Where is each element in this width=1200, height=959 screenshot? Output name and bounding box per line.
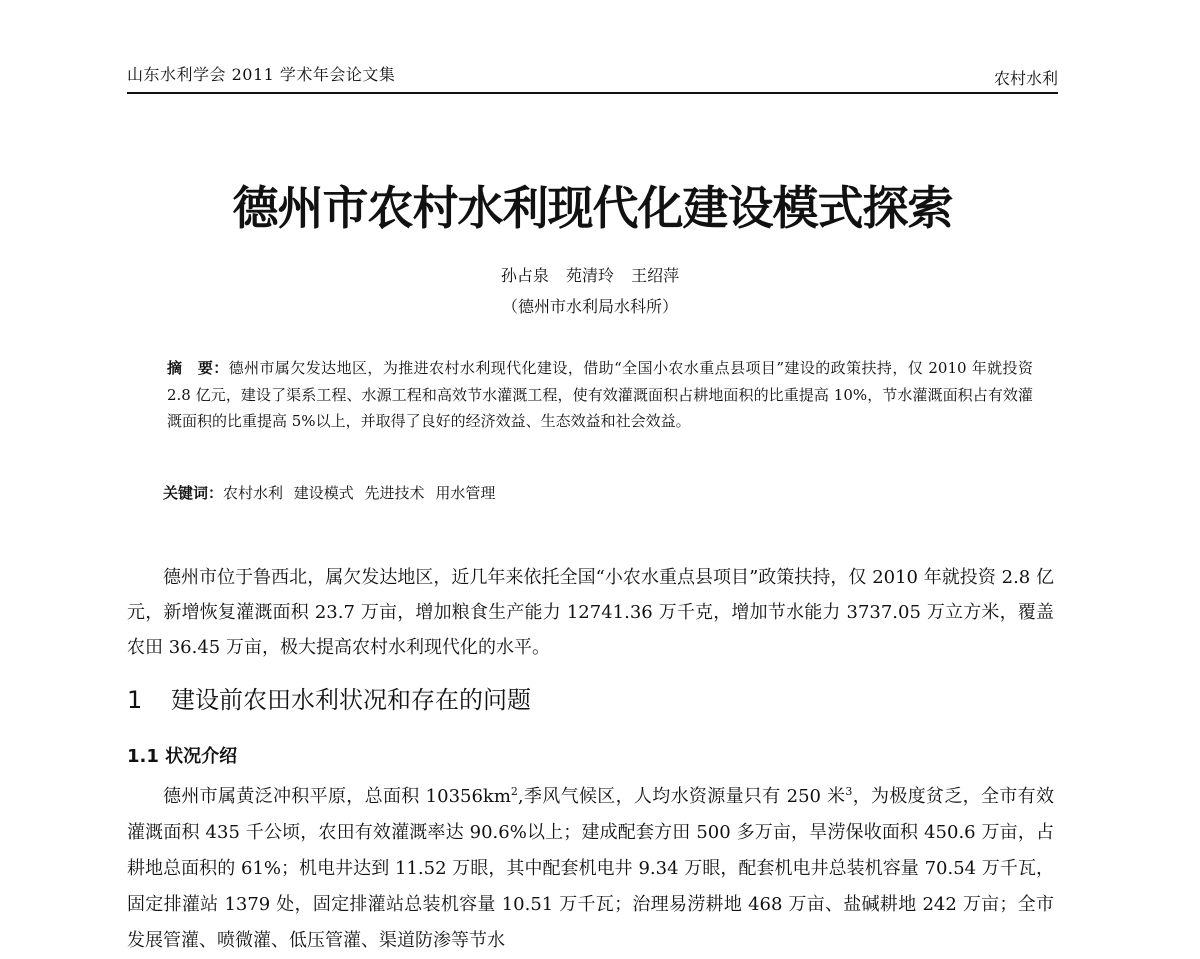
abstract-label: 摘 要： bbox=[167, 359, 229, 377]
abstract-text: 德州市属欠发达地区，为推进农村水利现代化建设，借助“全国小农水重点县项目”建设的政策扶持，仅 2010 年就投资 2.8 亿元，建设了渠系工程、水源工程和高效节水灌溉工程，使有效灌溉面积占耕地面积的比重提高 10%，节水灌溉面积占有效灌溉面积的比重提高 5%以上，并取得了良好的经济效益、生态效益和社会效益。 bbox=[167, 359, 1033, 430]
header-divider bbox=[127, 92, 1058, 94]
subsection-heading: 1.1 状况介绍 bbox=[127, 746, 238, 767]
authors: 孙占泉 苑清玲 王绍萍 bbox=[500, 266, 680, 285]
paper-title: 德州市农村水利现代化建设模式探索 bbox=[232, 181, 953, 235]
section-number: 1 bbox=[127, 686, 143, 714]
keywords bbox=[163, 481, 1033, 505]
running-header-right: 农村水利 bbox=[993, 69, 1058, 88]
keywords-text: 农村水利 建设模式 先进技术 用水管理 bbox=[223, 484, 496, 502]
section-title: 建设前农田水利状况和存在的问题 bbox=[171, 686, 531, 714]
superscript-2: 2 bbox=[510, 785, 518, 798]
keywords-label: 关键词： bbox=[163, 484, 224, 502]
intro-paragraph: 德州市位于鲁西北，属欠发达地区，近几年来依托全国“小农水重点县项目”政策扶持，仅 2010 年就投资 2.8 亿元，新增恢复灌溉面积 23.7 万亩，增加粮食生产能力 12741.36 万千克，增加节水能力 3737.05 万立方米，覆盖农田 36.45 万亩，极大提高农村水利现代化的水平。 bbox=[127, 567, 1054, 658]
abstract bbox=[167, 355, 1033, 435]
section-heading bbox=[127, 680, 1027, 715]
affiliation: （德州市水利局水科所） bbox=[501, 297, 678, 316]
body-text-1: 德州市属黄泛冲积平原，总面积 10356km bbox=[163, 786, 511, 807]
body-text-2: ,季风气候区，人均水资源量只有 250 米 bbox=[517, 786, 846, 807]
body-paragraph bbox=[127, 774, 1054, 959]
body-text-3: ，为极度贫乏，全市有效灌溉面积 435 千公顷，农田有效灌溉率达 90.6%以上；建成配套方田 500 多万亩，旱涝保收面积 450.6 万亩，占耕地总面积的 61%；机电井达到 11.52 万眼，其中配套机电井 9.34 万眼，配套机电井总装机容量 70.54 万千瓦，固定排灌站 1379 处，固定排灌站总装机容量 10.51 万千瓦；治理易涝耕地 468 万亩、盐碱耕地 242 万亩；全市发展管灌、喷微灌、低压管灌、渠道防渗等节水 bbox=[127, 786, 1054, 951]
superscript-3: 3 bbox=[845, 785, 853, 798]
running-header-left: 山东水利学会 2011 学术年会论文集 bbox=[127, 65, 396, 84]
